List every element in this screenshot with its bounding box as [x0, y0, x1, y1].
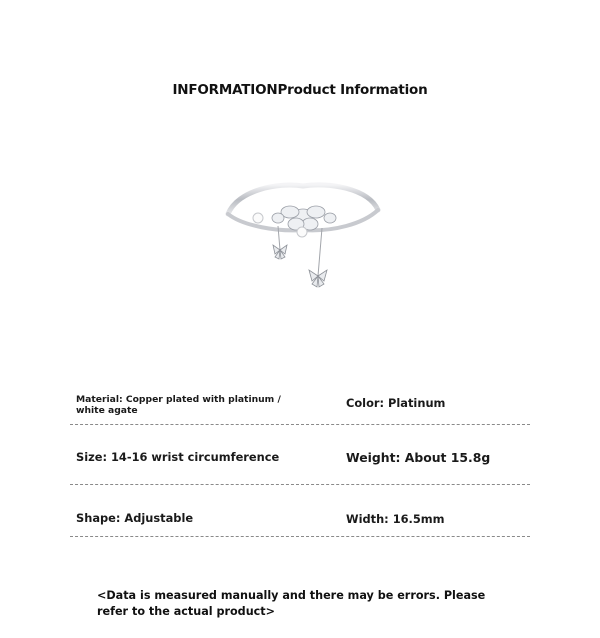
shape-label: Shape: Adjustable [76, 511, 194, 525]
divider [70, 536, 530, 537]
page-title: INFORMATIONProduct Information [172, 82, 428, 98]
size-label: Size: 14-16 wrist circumference [76, 450, 280, 464]
color-label: Color: Platinum [346, 396, 446, 410]
divider [70, 484, 530, 485]
weight-label: Weight: About 15.8g [346, 450, 491, 465]
silver-bracelet-icon [218, 176, 388, 296]
material-label: Material: Copper plated with platinum / white agate [76, 394, 281, 416]
width-label: Width: 16.5mm [346, 512, 445, 526]
disclaimer-note: <Data is measured manually and there may be errors. Please refer to the actual product> [97, 589, 486, 618]
divider [70, 424, 530, 425]
